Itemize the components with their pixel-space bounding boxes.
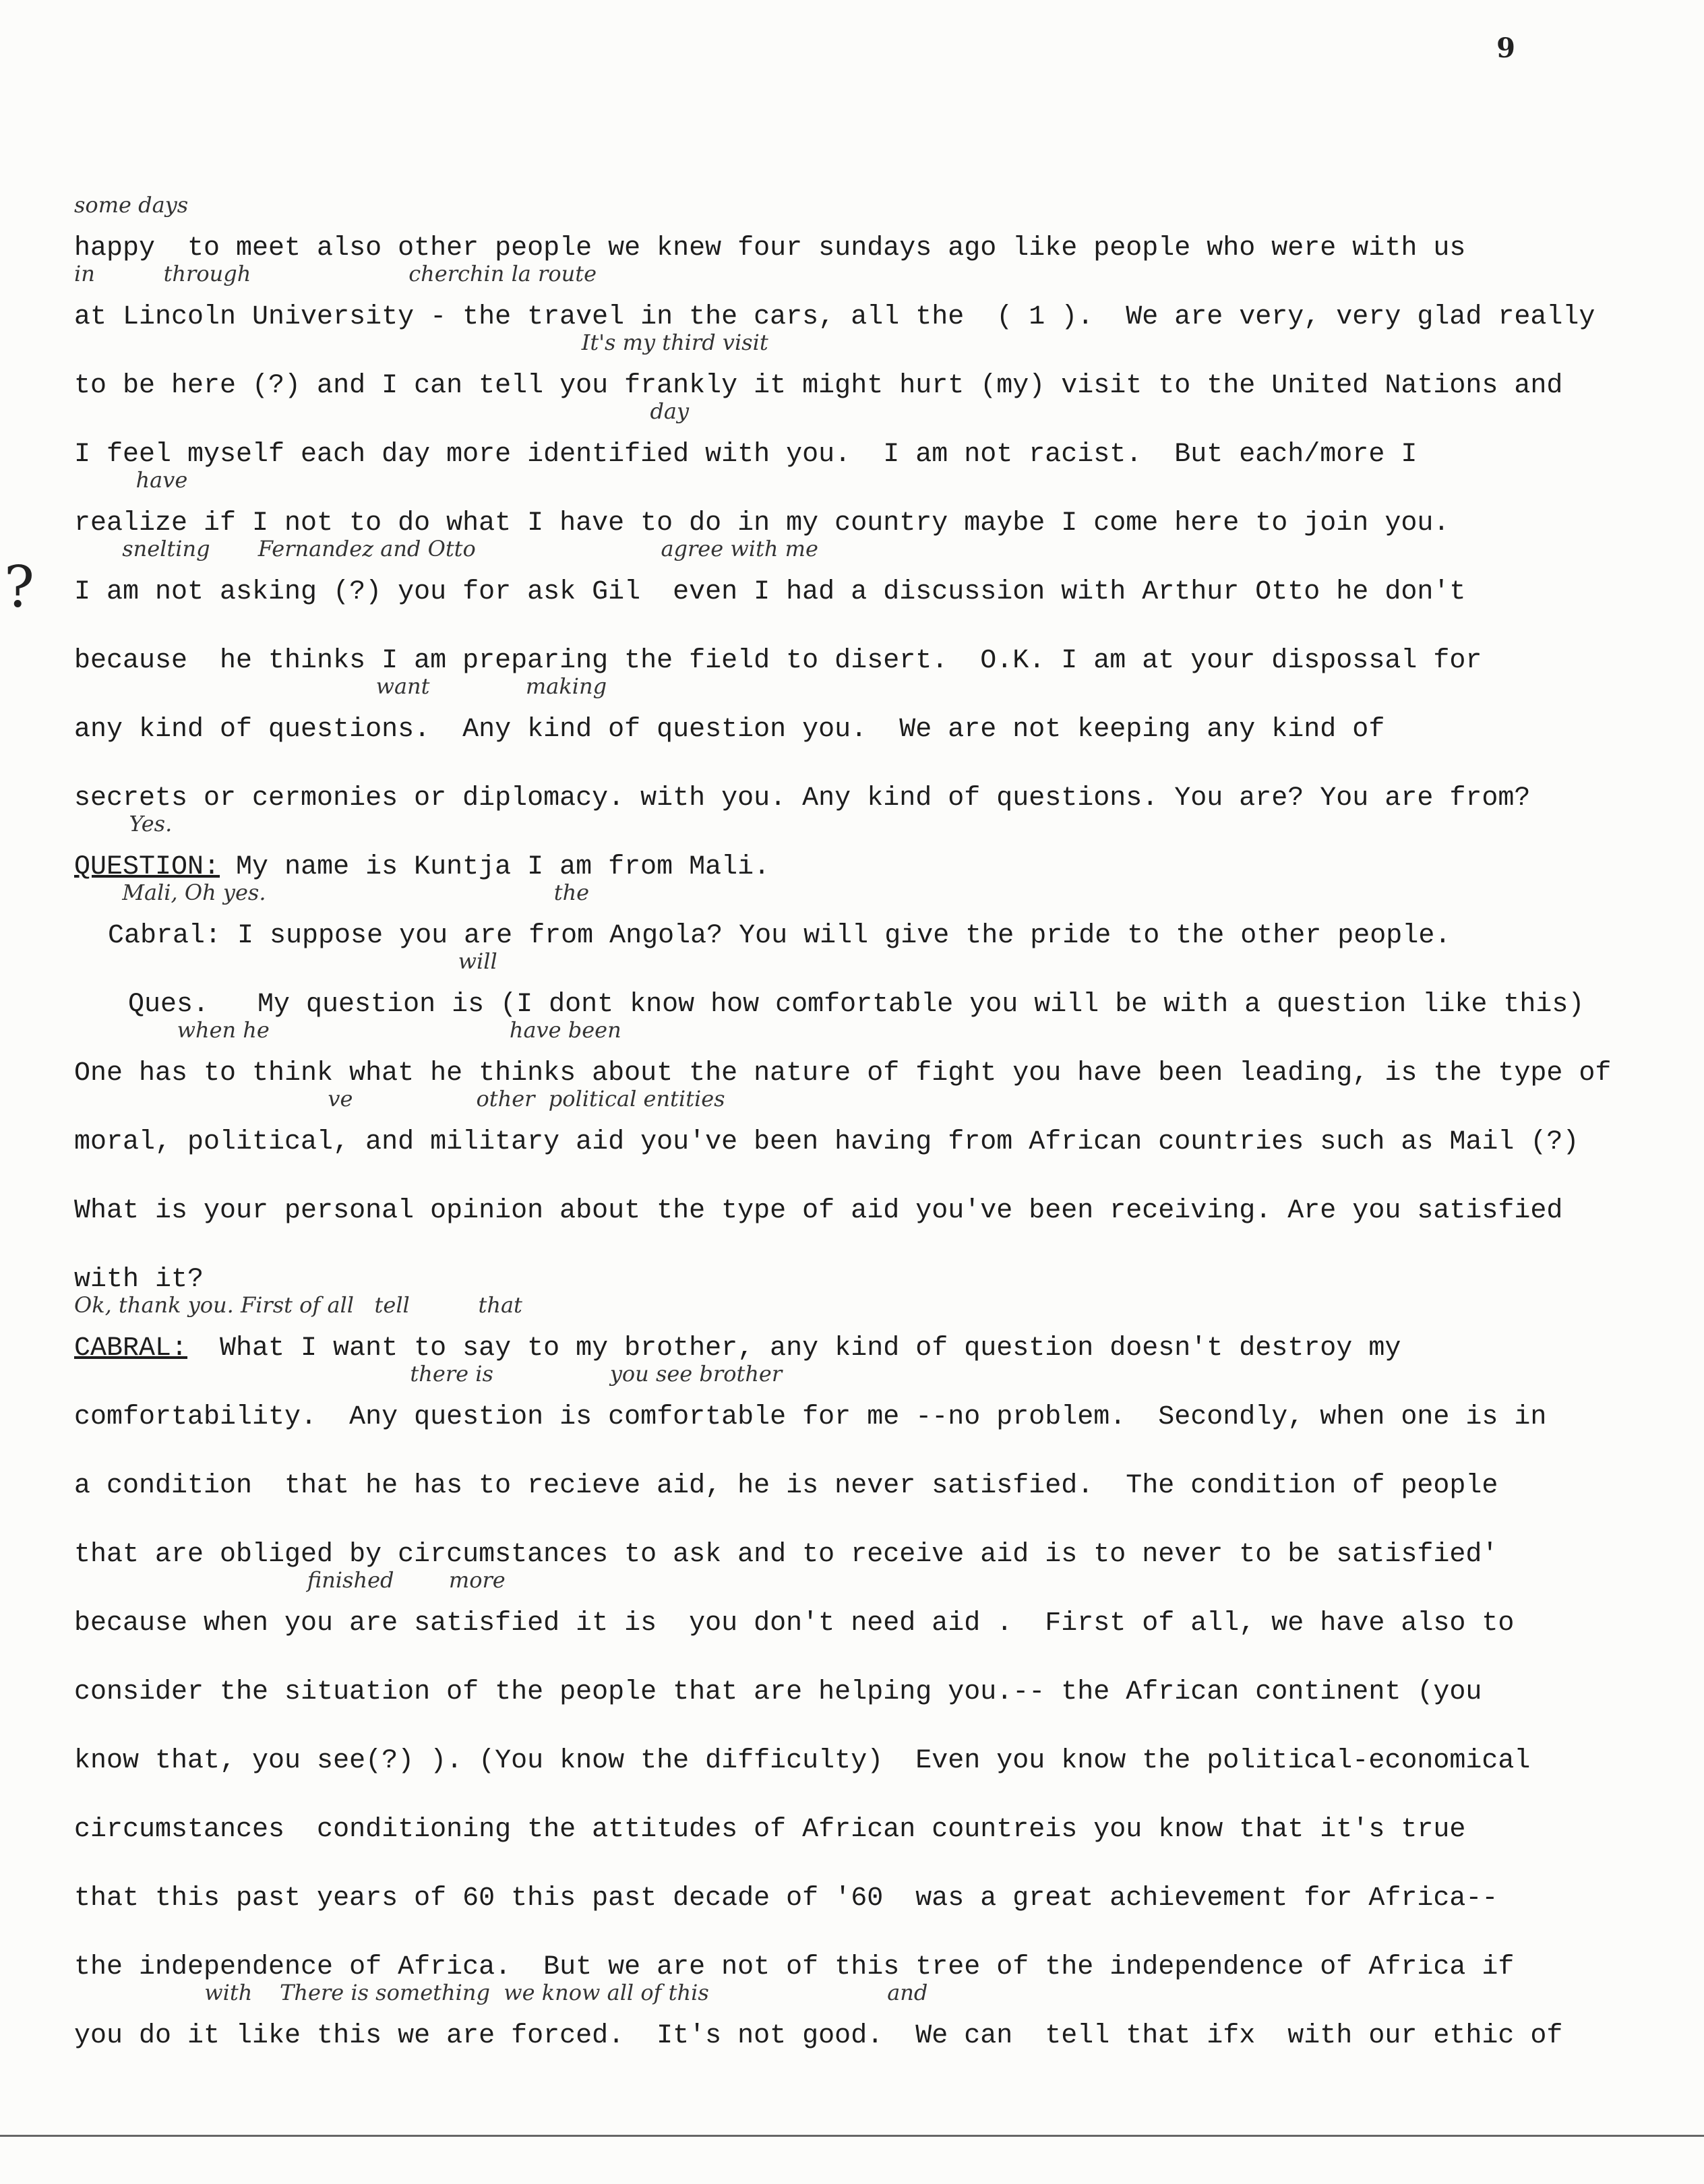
text-line [74,536,1651,627]
line-text: I am not asking (?) you for ask Gil even I had a discussion with Arthur Otto he don't [74,577,1466,607]
text-line [74,1177,1651,1246]
text-line [74,1086,1651,1177]
line-text: Ques. My question is (I dont know how comfortable you will be with a question like this) [128,990,1585,1020]
line-text: I feel myself each day more identified with you. I am not racist. But each/more I [74,439,1418,470]
line-text: secrets or cermonies or diplomacy. with you. Any kind of questions. You are? You are from? [74,783,1531,814]
line-text: know that, you see(?) ). (You know the difficulty) Even you know the political-economical [74,1746,1531,1776]
text-line [74,1658,1651,1727]
text-line [74,1796,1651,1864]
text-line [74,764,1651,833]
line-text: One has to think what he thinks about the nature of fight you have been leading, is the type of [74,1058,1612,1089]
text-line [74,398,1651,489]
handwritten-annotation: snelting Fernandez and Otto agree with me [74,536,818,562]
handwritten-annotation: when he have been [74,1017,621,1043]
handwritten-annotation: Mali, Oh yes. the [74,880,590,905]
line-text: What is your personal opinion about the type of aid you've been receiving. Are you satisfied [74,1196,1563,1226]
line-text: comfortability. Any question is comfortable for me --no problem. Secondly, when one is in [74,1402,1547,1432]
line-text: with it? [74,1265,204,1295]
line-text: circumstances conditioning the attitudes of African countreis you know that it's true [74,1815,1466,1845]
line-text: moral, political, and military aid you've been having from African countries such as Mail (?) [74,1127,1579,1157]
footer-rule [0,2135,1704,2137]
handwritten-annotation: will [74,948,497,974]
text-line [74,673,1651,764]
transcript-body [74,192,1651,2071]
line-text: happy to meet also other people we knew four sundays ago like people who were with us [74,233,1466,264]
line-text: the independence of Africa. But we are not of this tree of the independence of Africa if [74,1952,1515,1982]
line-text: that are obliged by circumstances to ask and to receive aid is to never to be satisfied' [74,1540,1498,1570]
line-text: a condition that he has to recieve aid, he is never satisfied. The condition of people [74,1471,1498,1501]
speaker-label: CABRAL: [74,1333,188,1364]
handwritten-annotation: some days [74,192,189,218]
handwritten-annotation: day [74,398,690,424]
handwritten-annotation: Yes. [74,811,173,837]
text-line [74,1864,1651,1933]
line-text: consider the situation of the people that are helping you.-- the African continent (you [74,1677,1482,1707]
handwritten-annotation: there is you see brother [74,1361,783,1387]
speaker-label: QUESTION: [74,852,220,882]
line-text: QUESTION: My name is Kuntja I am from Mali. [74,852,770,882]
line-text: to be here (?) and I can tell you frankly it might hurt (my) visit to the United Nations and [74,371,1563,401]
handwritten-annotation: ve other political entities [74,1086,725,1112]
text-line [74,1727,1651,1796]
line-text: because when you are satisfied it is you don't need aid . First of all, we have also to [74,1608,1515,1639]
line-text: Cabral: I suppose you are from Angola? You will give the pride to the other people. [108,921,1451,951]
handwritten-annotation: Ok, thank you. First of all tell that [74,1292,522,1318]
line-text: CABRAL: What I want to say to my brother, any kind of question doesn't destroy my [74,1333,1401,1364]
line-text: that this past years of 60 this past decade of '60 was a great achievement for Africa-- [74,1883,1498,1914]
page-number: 9 [1496,32,1515,64]
text-line [74,1452,1651,1521]
text-line [74,1980,1651,2071]
handwritten-annotation: want making [74,673,607,699]
handwritten-annotation: with There is something we know all of this and [74,1980,928,2005]
line-text: you do it like this we are forced. It's not good. We can tell that ifx with our ethic of [74,2021,1563,2051]
handwritten-annotation: It's my third visit [74,330,768,355]
margin-question-mark: ? [4,554,35,620]
line-text: because he thinks I am preparing the field to disert. O.K. I am at your dispossal for [74,646,1482,676]
text-line [74,1567,1651,1658]
line-text: realize if I not to do what I have to do in my country maybe I come here to join you. [74,508,1450,539]
handwritten-annotation: in through cherchin la route [74,261,597,286]
line-text: any kind of questions. Any kind of question you. We are not keeping any kind of [74,715,1385,745]
line-text: at Lincoln University - the travel in the cars, all the ( 1 ). We are very, very glad really [74,302,1595,332]
text-line [74,1361,1651,1452]
handwritten-annotation: finished more [74,1567,506,1593]
handwritten-annotation: have [74,467,188,493]
